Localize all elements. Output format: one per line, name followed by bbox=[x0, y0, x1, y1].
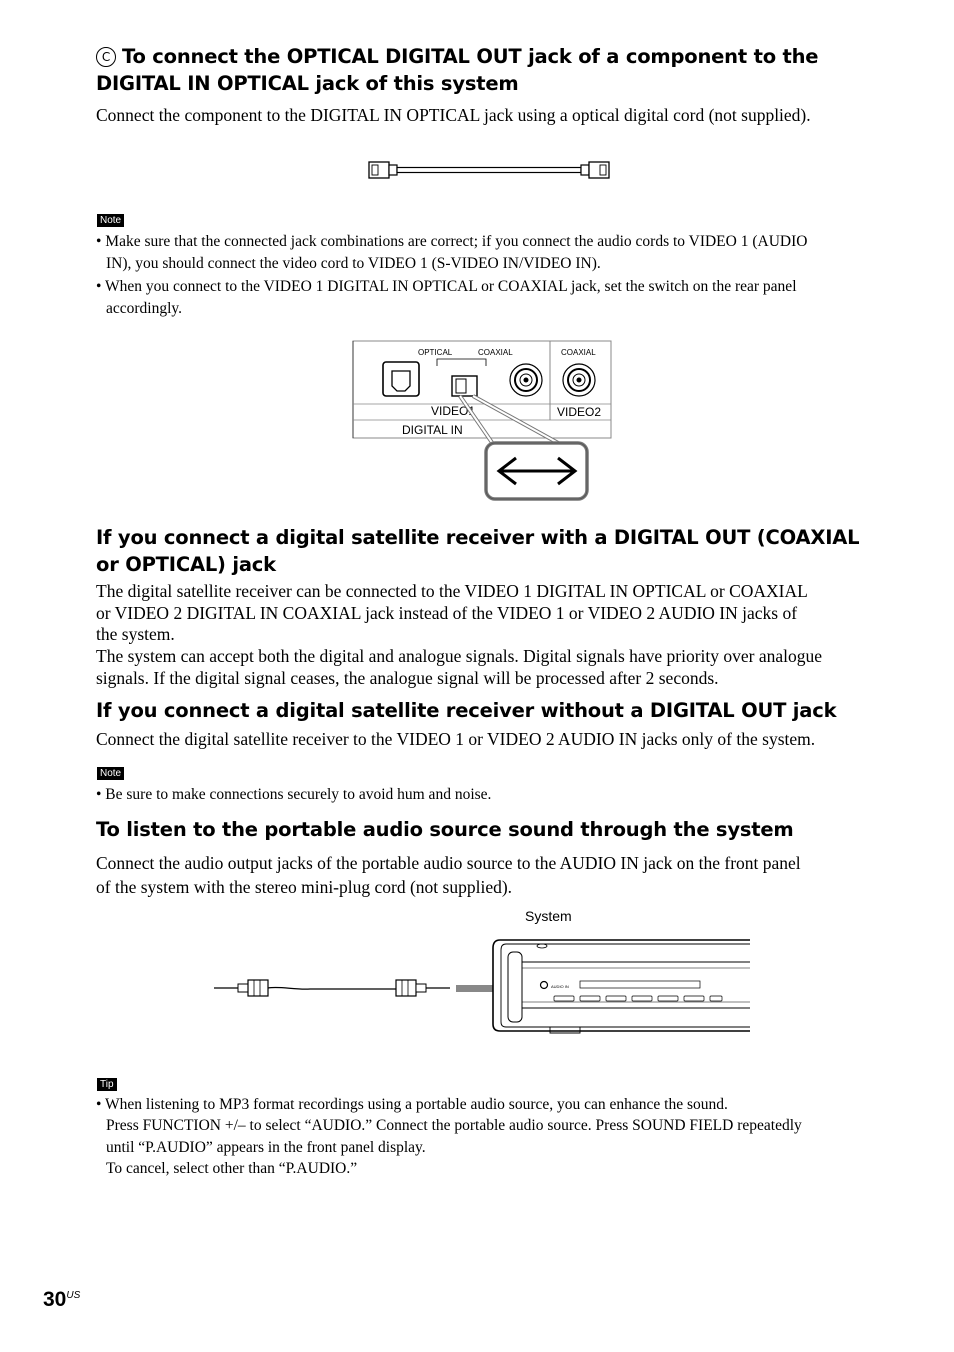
system-label: System bbox=[525, 908, 572, 924]
section-c-body: Connect the component to the DIGITAL IN OPTICAL jack using a optical digital cord (not supplied). bbox=[96, 105, 811, 125]
rear-panel-illustration bbox=[350, 338, 616, 504]
page-suffix: US bbox=[66, 1290, 81, 1301]
tip-badge: Tip bbox=[97, 1078, 117, 1091]
system-unit bbox=[493, 940, 750, 1033]
mini-plug-left bbox=[214, 980, 268, 996]
note2-bullet: • Be sure to make connections securely to avoid hum and noise. bbox=[96, 786, 492, 803]
svg-text:AUDIO IN: AUDIO IN bbox=[551, 984, 569, 989]
section-portable-body: Connect the audio output jacks of the portable audio source to the AUDIO IN jack on the front panel of the system with the stereo mini-plug cord (not supplied). bbox=[96, 853, 801, 897]
note-badge: Note bbox=[97, 214, 124, 227]
optical-cord-illustration bbox=[366, 158, 612, 182]
tip-line-1: • When listening to MP3 format recordings using a portable audio source, you can enhance the sound. bbox=[96, 1096, 728, 1113]
video1-label: VIDEO1 bbox=[431, 404, 476, 418]
tip-line-3: until “P.AUDIO” appears in the front panel display. bbox=[106, 1139, 426, 1156]
coaxial-label-1: COAXIAL bbox=[478, 348, 513, 357]
section-c-heading: C To connect the OPTICAL DIGITAL OUT jack of a component to the DIGITAL IN OPTICAL jack of this system bbox=[96, 45, 819, 95]
circle-c-marker: C bbox=[96, 47, 116, 67]
coaxial-label-2: COAXIAL bbox=[561, 348, 596, 357]
section-with-digital-out-heading: If you connect a digital satellite receiver with a DIGITAL OUT (COAXIAL or OPTICAL) jack bbox=[96, 526, 860, 576]
portable-connection-illustration bbox=[210, 934, 750, 1038]
tip-line-2: Press FUNCTION +/– to select “AUDIO.” Connect the portable audio source. Press SOUND FIELD repeatedly bbox=[106, 1117, 802, 1134]
note-badge-2: Note bbox=[97, 767, 124, 780]
section-with-paragraph-1: The digital satellite receiver can be connected to the VIDEO 1 DIGITAL IN OPTICAL or COAXIAL or VIDEO 2 DIGITAL IN COAXIAL jack instead of the VIDEO 1 or VIDEO 2 AUDIO IN jacks of the system. bbox=[96, 581, 808, 644]
digital-in-label: DIGITAL IN bbox=[402, 423, 463, 437]
page-number: $30^{US}$ bbox=[43, 1288, 81, 1311]
section-portable-heading: To listen to the portable audio source sound through the system bbox=[96, 818, 794, 841]
audio-in-jack bbox=[541, 982, 548, 989]
mini-plug-right bbox=[396, 980, 450, 996]
optical-label: OPTICAL bbox=[418, 348, 453, 357]
section-without-digital-out-heading: If you connect a digital satellite receiver without a DIGITAL OUT jack bbox=[96, 699, 837, 722]
video2-label: VIDEO2 bbox=[557, 405, 602, 419]
note-bullet-1: • Make sure that the connected jack combinations are correct; if you connect the audio cords to VIDEO 1 (AUDIO IN), you should connect the video cord to VIDEO 1 (S-VIDEO IN/VIDEO IN). bbox=[96, 233, 808, 272]
section-without-body: Connect the digital satellite receiver to the VIDEO 1 or VIDEO 2 AUDIO IN jacks only of the system. bbox=[96, 729, 816, 749]
tip-line-4: To cancel, select other than “P.AUDIO.” bbox=[106, 1160, 358, 1177]
section-with-paragraph-2: The system can accept both the digital and analogue signals. Digital signals have priority over analogue signals. If the digital signal ceases, the analogue signal will be processed after 2 seconds. bbox=[96, 646, 823, 688]
note-bullet-2: • When you connect to the VIDEO 1 DIGITAL IN OPTICAL or COAXIAL jack, set the switch on the rear panel accordingly. bbox=[96, 278, 797, 317]
